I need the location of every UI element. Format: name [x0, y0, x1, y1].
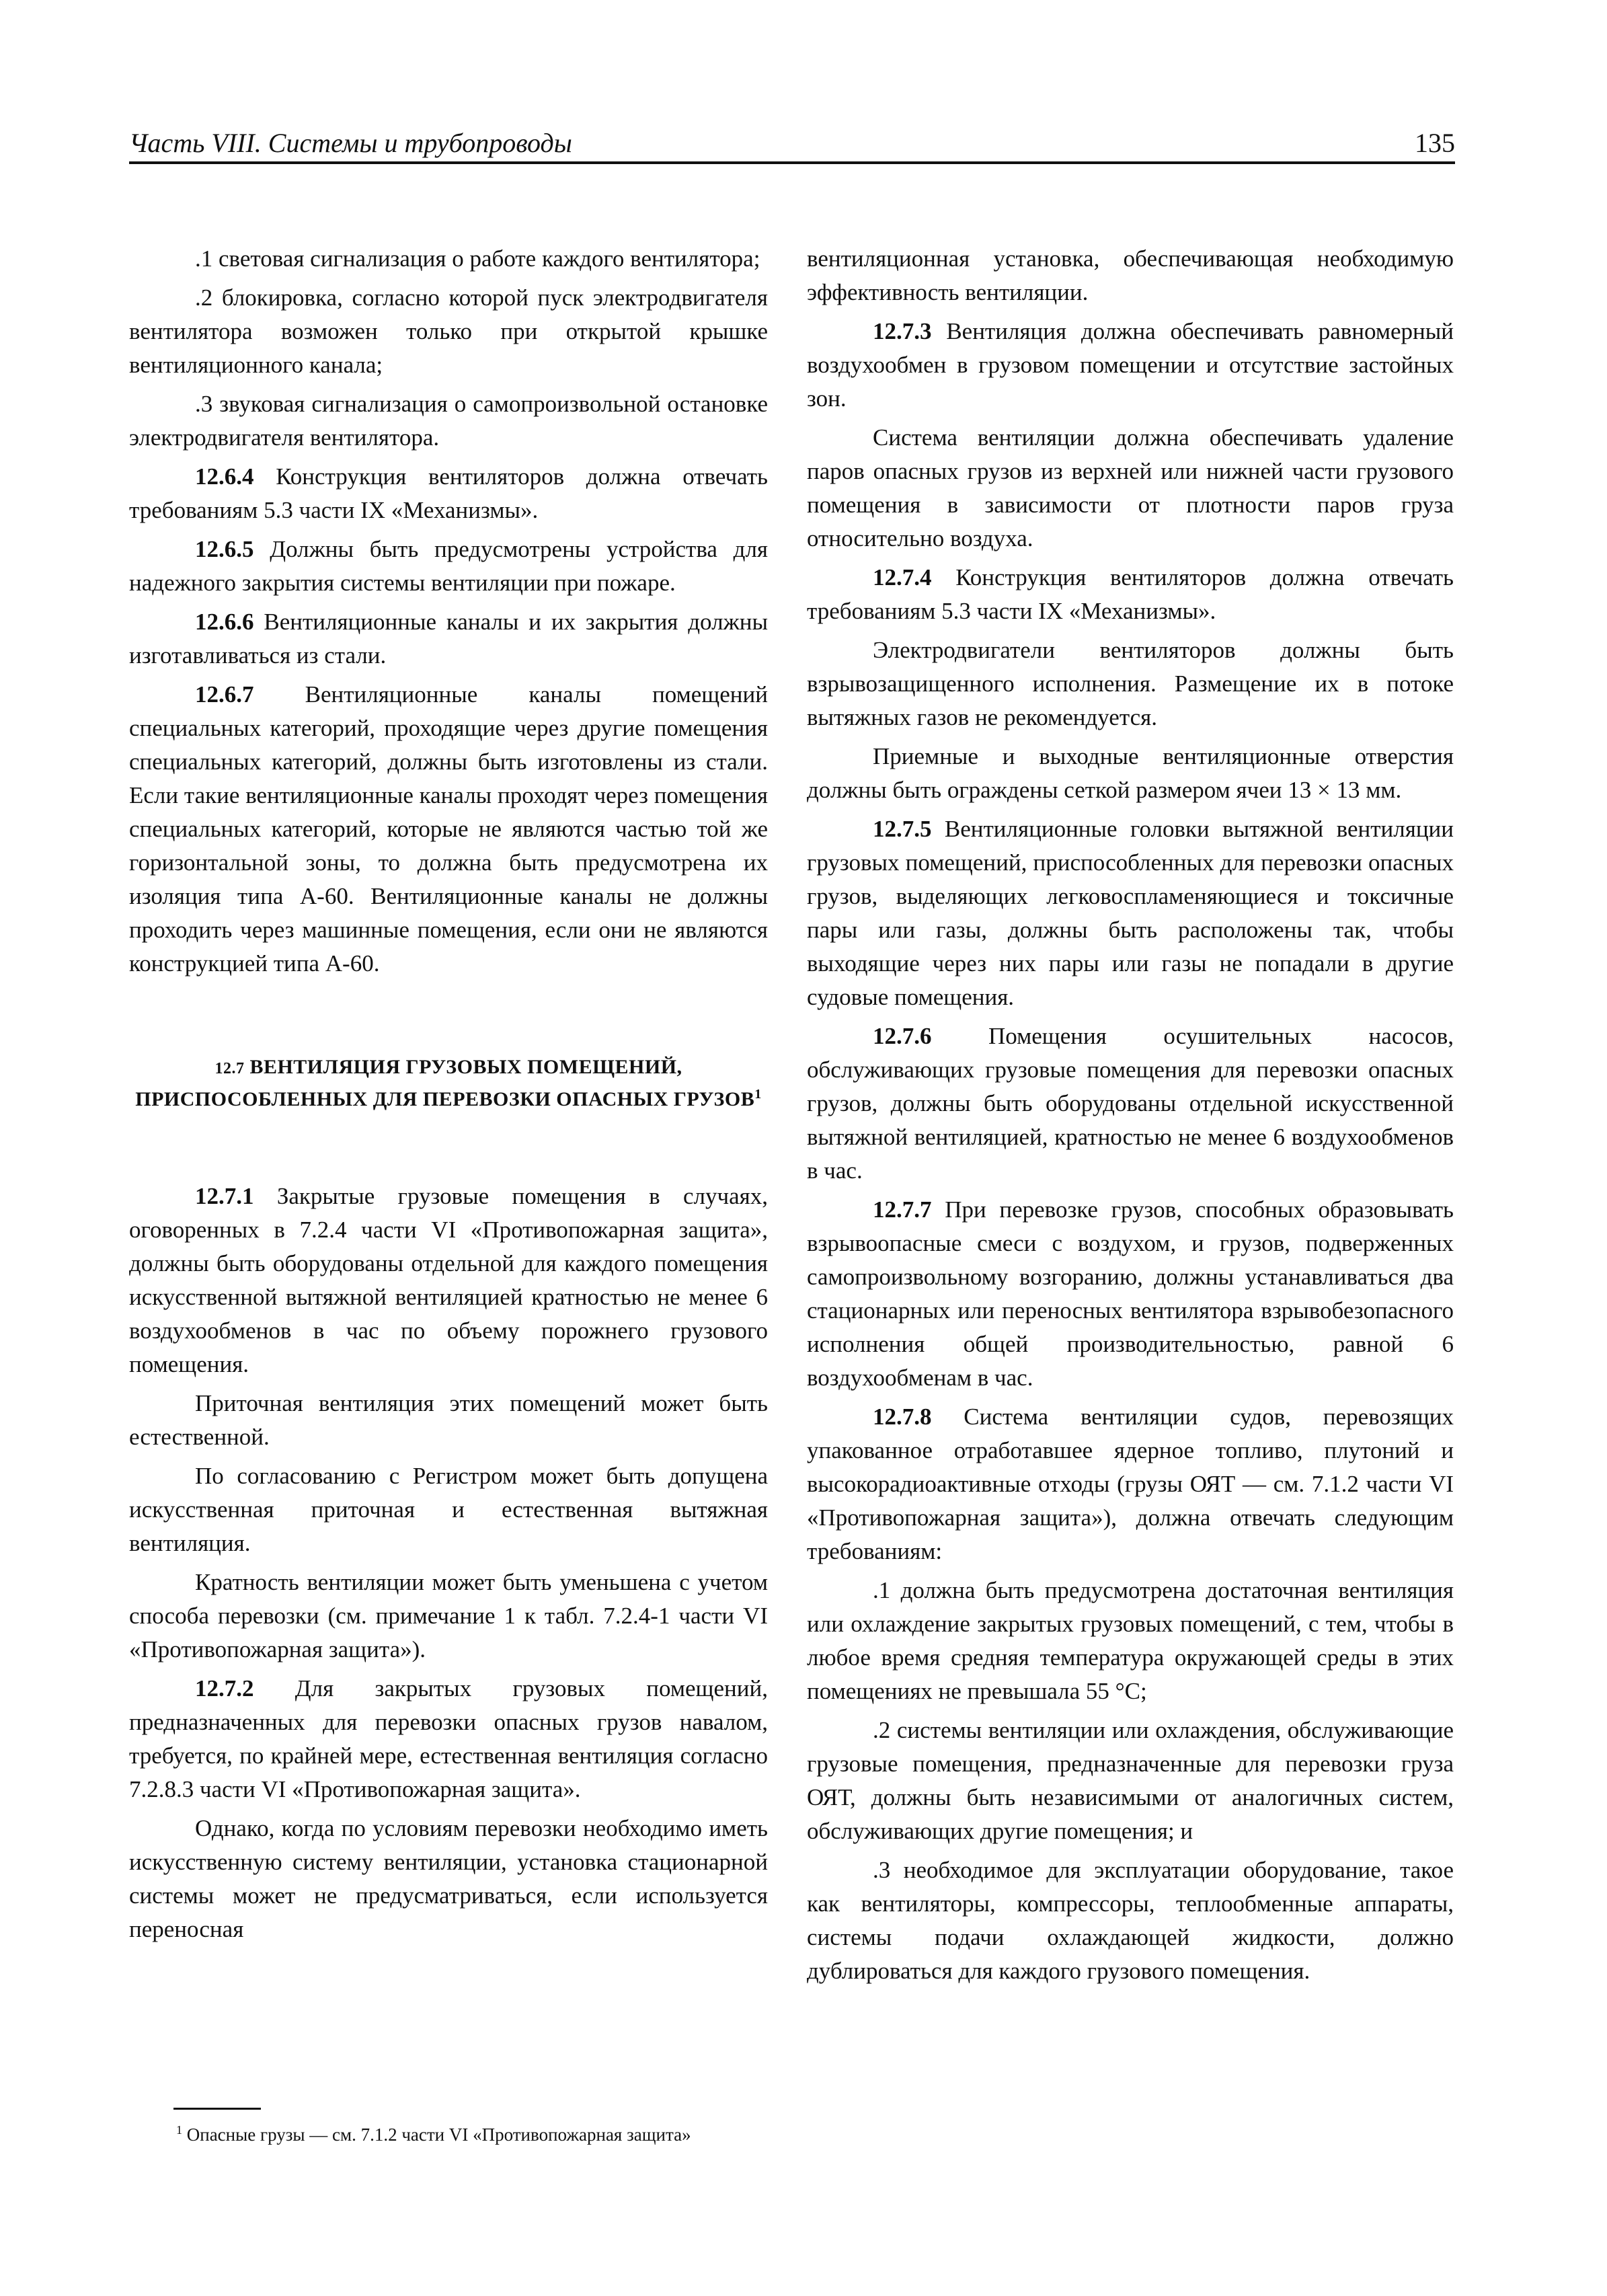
paragraph: Электродвигатели вентиляторов должны быть взрывозащищенного исполнения. Размещение их в потоке вытяжных газов не рекомендуется.	[807, 637, 1454, 730]
paragraph-text: Система вентиляции судов, перевозящих упакованное отработавшее ядерное топливо, плутоний и высокорадиоактивные отходы (грузы ОЯТ — см. 7.1.2 части VI «Противопожарная защита»), должна отвечать следующим требованиям:	[807, 1404, 1454, 1564]
clause-number: 12.6.4	[195, 463, 254, 490]
paragraph-text: Вентиляционные головки вытяжной вентиляции грузовых помещений, приспособленных для перевозки опасных грузов, выделяющих легковоспламеняющиеся и токсичные пары или газы, должны быть расположены так, чтобы выходящие через них пары или газы не попадали в другие судовые помещения.	[807, 816, 1454, 1010]
running-title: Часть VIII. Системы и трубопроводы	[129, 128, 572, 158]
footnote-separator	[173, 2108, 261, 2110]
paragraph: Приемные и выходные вентиляционные отверстия должны быть ограждены сеткой размером ячеи 13 × 13 мм.	[807, 743, 1454, 803]
paragraph-text: Конструкция вентиляторов должна отвечать требованиям 5.3 части IX «Механизмы».	[129, 463, 769, 523]
paragraph: .3 необходимое для эксплуатации оборудование, такое как вентиляторы, компрессоры, теплообменные аппараты, системы подачи охлаждающей жидкости, должно дублироваться для каждого грузового помещения.	[807, 1857, 1454, 1984]
paragraph-text: Конструкция вентиляторов должна отвечать требованиям 5.3 части IX «Механизмы».	[807, 564, 1454, 624]
clause-number: 12.7.6	[873, 1023, 932, 1049]
paragraph: Однако, когда по условиям перевозки необходимо иметь искусственную систему вентиляции, установка стационарной системы может не предусматриваться, если используется переносная	[129, 1815, 768, 1942]
paragraph-text: Вентиляционные каналы помещений специальных категорий, проходящие через другие помещения специальных категорий, должны быть изготовлены из стали. Если такие вентиляционные каналы проходят через помещения специальных категорий, которые не являются частью той же горизонтальной зоны, то должна быть предусмотрена их изоляция типа А-60. Вентиляционные каналы не должны проходить через машинные помещения, если они не являются конструкцией типа А-60.	[129, 681, 768, 977]
paragraph	[807, 1193, 1454, 1395]
clause-number: 12.7.7	[873, 1196, 932, 1223]
paragraph: По согласованию с Регистром может быть допущена искусственная приточная и естественная вытяжная вентиляция.	[129, 1463, 768, 1556]
clause-number: 12.7.3	[873, 318, 932, 344]
paragraph-text: Закрытые грузовые помещения в случаях, оговоренных в 7.2.4 части VI «Противопожарная защита», должны быть оборудованы отдельной для каждого помещения искусственной вытяжной вентиляцией кратностью не менее 6 воздухообменов в час по объему порожнего грузового помещения.	[129, 1183, 768, 1377]
paragraph	[129, 1672, 768, 1806]
section-heading	[129, 1055, 768, 1112]
clause-number: 12.7.2	[195, 1675, 254, 1701]
paragraph: Кратность вентиляции может быть уменьшена с учетом способа перевозки (см. примечание 1 к табл. 7.2.4-1 части VI «Противопожарная защита»).	[129, 1569, 768, 1662]
left-column	[129, 242, 768, 1952]
paragraph: вентиляционная установка, обеспечивающая необходимую эффективность вентиляции.	[807, 245, 1454, 305]
clause-number: 12.7.5	[873, 816, 932, 842]
paragraph: .2 блокировка, согласно которой пуск электродвигателя вентилятора возможен только при открытой крышке вентиляционного канала;	[129, 284, 768, 378]
section-title: ВЕНТИЛЯЦИЯ ГРУЗОВЫХ ПОМЕЩЕНИЙ, ПРИСПОСОБЛЕННЫХ ДЛЯ ПЕРЕВОЗКИ ОПАСНЫХ ГРУЗОВ	[135, 1056, 755, 1110]
paragraph	[129, 678, 768, 981]
paragraph-text: При перевозке грузов, способных образовывать взрывоопасные смеси с воздухом, и грузов, подверженных самопроизвольному возгоранию, должны устанавливаться два стационарных или переносных вентилятора взрывобезопасного исполнения общей производительностью, равной 6 воздухообменам в час.	[807, 1196, 1454, 1391]
right-column	[807, 242, 1454, 1993]
page-number: 135	[1415, 128, 1455, 158]
clause-number: 12.6.5	[195, 536, 254, 562]
clause-number: 12.7.4	[873, 564, 932, 590]
paragraph	[807, 315, 1454, 416]
clause-number: 12.7.8	[873, 1404, 932, 1430]
footnote-text: Опасные грузы — см. 7.1.2 части VI «Противопожарная защита»	[186, 2125, 691, 2145]
paragraph-text: Вентиляция должна обеспечивать равномерный воздухообмен в грузовом помещении и отсутствие застойных зон.	[807, 318, 1454, 412]
paragraph: Приточная вентиляция этих помещений может быть естественной.	[129, 1390, 768, 1450]
paragraph	[129, 605, 768, 673]
footnote-marker: 1	[754, 1087, 762, 1102]
paragraph-text: Вентиляционные каналы и их закрытия должны изготавливаться из стали.	[129, 609, 768, 668]
clause-number: 12.6.6	[195, 609, 254, 635]
footnote-marker: 1	[176, 2123, 182, 2137]
paragraph	[807, 561, 1454, 628]
paragraph-text: Должны быть предусмотрены устройства для надежного закрытия системы вентиляции при пожаре.	[129, 536, 769, 596]
clause-number: 12.7.1	[195, 1183, 254, 1209]
paragraph: .3 звуковая сигнализация о самопроизвольной остановке электродвигателя вентилятора.	[129, 391, 768, 451]
paragraph	[129, 533, 768, 600]
paragraph	[807, 1020, 1454, 1188]
page-header	[129, 126, 1455, 164]
paragraph	[807, 1400, 1454, 1568]
paragraph	[807, 812, 1454, 1014]
clause-number: 12.6.7	[195, 681, 254, 707]
paragraph: .2 системы вентиляции или охлаждения, обслуживающие грузовые помещения, предназначенные для перевозки груза ОЯТ, должны быть независимыми от аналогичных систем, обслуживающих другие помещения; и	[807, 1717, 1454, 1844]
paragraph: Система вентиляции должна обеспечивать удаление паров опасных грузов из верхней или нижней части грузового помещения в зависимости от плотности паров груза относительно воздуха.	[807, 424, 1454, 551]
paragraph: .1 должна быть предусмотрена достаточная вентиляция или охлаждение закрытых грузовых помещений, с тем, чтобы в любое время средняя температура окружающей среды в этих помещениях не превышала 55 °C;	[807, 1577, 1454, 1704]
footnote	[129, 2117, 768, 2147]
paragraph	[129, 460, 768, 527]
section-number: 12.7	[214, 1060, 245, 1077]
paragraph: .1 световая сигнализация о работе каждого вентилятора;	[195, 245, 760, 272]
paragraph-text: Помещения осушительных насосов, обслуживающих грузовые помещения для перевозки опасных грузов, должны быть оборудованы отдельной искусственной вытяжной вентиляцией, кратностью не менее 6 воздухообменов в час.	[807, 1023, 1454, 1184]
paragraph-text: Для закрытых грузовых помещений, предназначенных для перевозки опасных грузов навалом, требуется, по крайней мере, естественная вентиляция согласно 7.2.8.3 части VI «Противопожарная защита».	[129, 1675, 768, 1802]
paragraph	[129, 1180, 768, 1381]
